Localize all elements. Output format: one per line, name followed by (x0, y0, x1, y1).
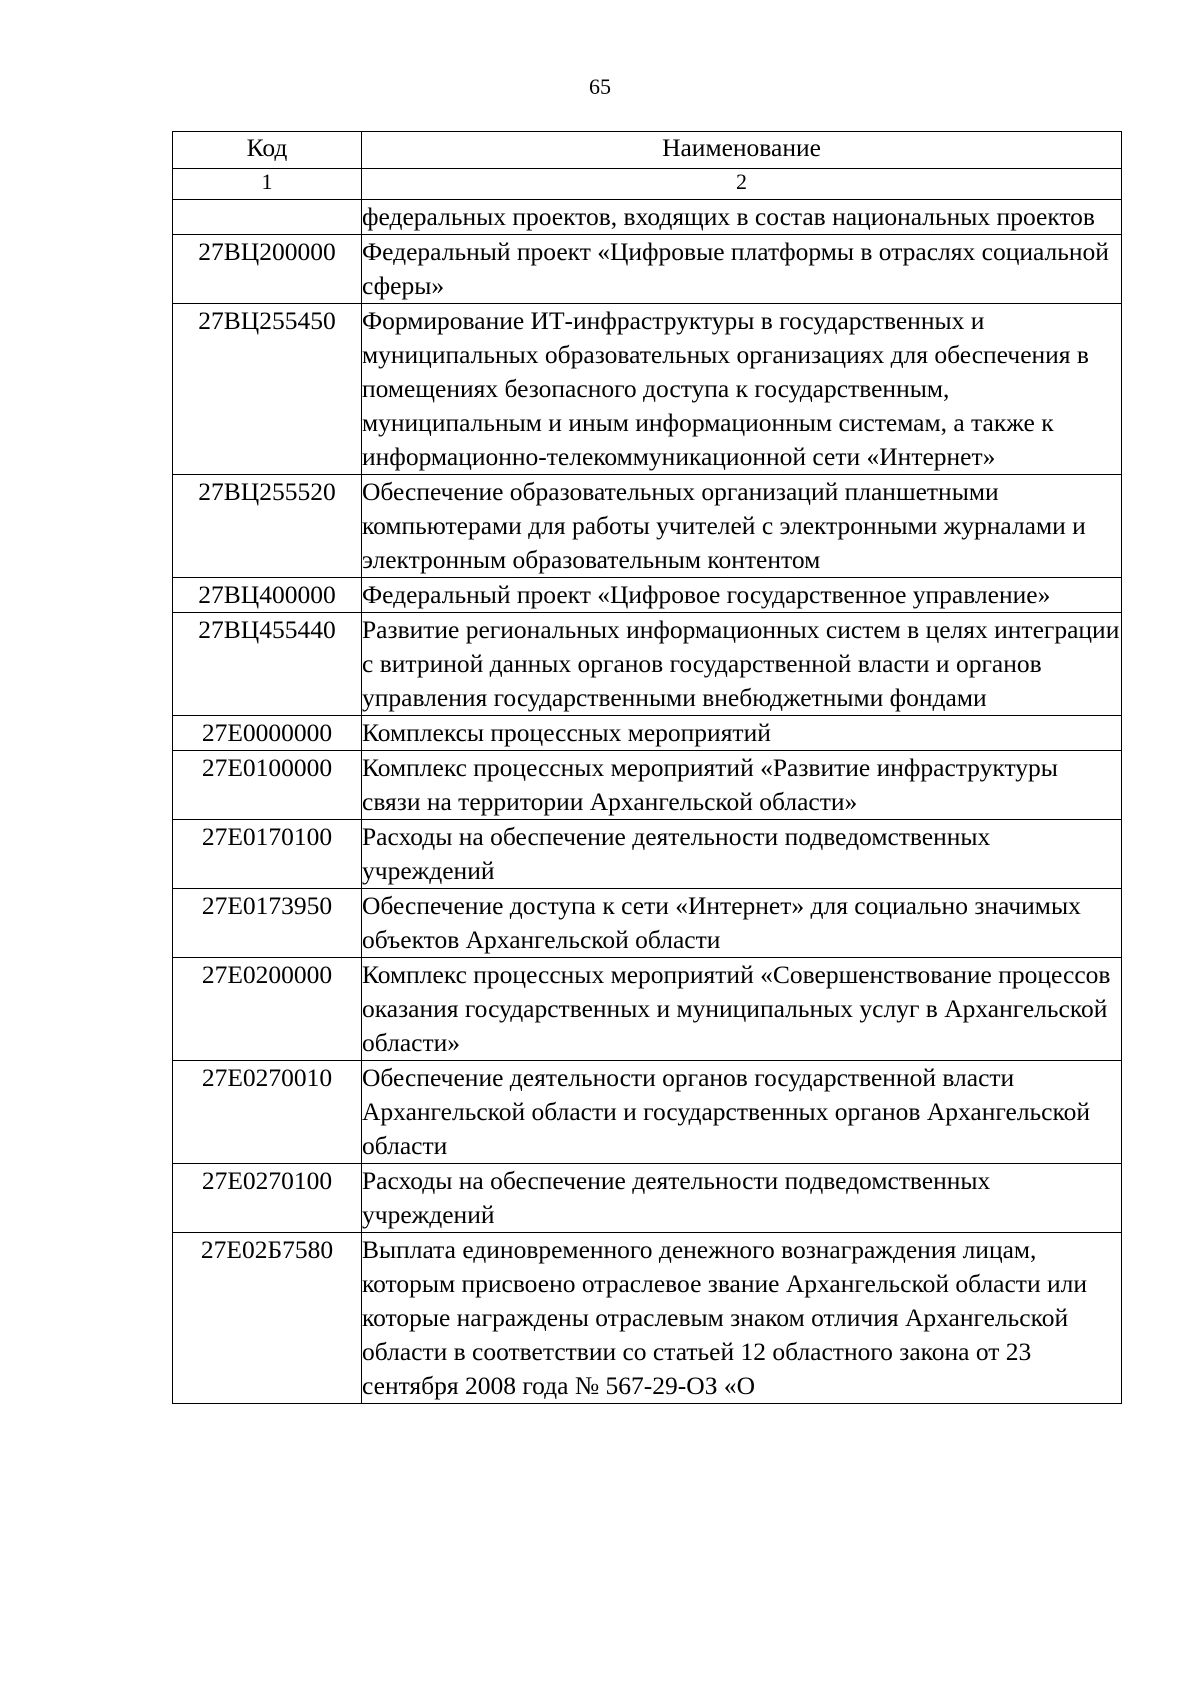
budget-classification-table (172, 131, 1122, 1404)
row-name: Обеспечение образовательных организаций планшетными компьютерами для работы учителей с электронными журналами и электронным образовательным контентом (362, 475, 1122, 578)
row-name: Обеспечение деятельности органов государственной власти Архангельской области и государственных органов Архангельской области (362, 1061, 1122, 1164)
column-number-2: 2 (362, 169, 1122, 200)
row-code: 27Е0270100 (173, 1164, 362, 1233)
row-name: Обеспечение доступа к сети «Интернет» для социально значимых объектов Архангельской области (362, 889, 1122, 958)
table-row (173, 200, 1122, 235)
row-name: Комплекс процессных мероприятий «Совершенствование процессов оказания государственных и муниципальных услуг в Архангельской области» (362, 958, 1122, 1061)
row-name: Комплексы процессных мероприятий (362, 716, 1122, 751)
table-row (173, 613, 1122, 716)
row-code: 27Е0173950 (173, 889, 362, 958)
table-row (173, 958, 1122, 1061)
table-row (173, 1061, 1122, 1164)
table-row (173, 235, 1122, 304)
row-name: Развитие региональных информационных систем в целях интеграции с витриной данных органов государственной власти и органов управления государственными внебюджетными фондами (362, 613, 1122, 716)
row-name: федеральных проектов, входящих в состав национальных проектов (362, 200, 1122, 235)
table-row (173, 578, 1122, 613)
table-row (173, 889, 1122, 958)
row-code: 27ВЦ255520 (173, 475, 362, 578)
row-code: 27ВЦ255450 (173, 304, 362, 475)
table-row (173, 716, 1122, 751)
row-code: 27Е0000000 (173, 716, 362, 751)
row-code: 27Е0170100 (173, 820, 362, 889)
row-code: 27ВЦ200000 (173, 235, 362, 304)
row-code: 27Е0270010 (173, 1061, 362, 1164)
column-number-1: 1 (173, 169, 362, 200)
table-row (173, 475, 1122, 578)
row-name: Расходы на обеспечение деятельности подведомственных учреждений (362, 1164, 1122, 1233)
table-row (173, 304, 1122, 475)
row-name: Выплата единовременного денежного вознаграждения лицам, которым присвоено отраслевое звание Архангельской области или которые награждены отраслевым знаком отличия Архангельской области в соответствии со статьей 12 областного закона от 23 сентября 2008 года № 567-29-ОЗ «О (362, 1233, 1122, 1404)
header-name: Наименование (362, 132, 1122, 169)
row-name: Федеральный проект «Цифровое государственное управление» (362, 578, 1122, 613)
row-code: 27Е0100000 (173, 751, 362, 820)
row-name: Комплекс процессных мероприятий «Развитие инфраструктуры связи на территории Архангельской области» (362, 751, 1122, 820)
row-code: 27ВЦ400000 (173, 578, 362, 613)
row-code: 27ВЦ455440 (173, 613, 362, 716)
row-name: Федеральный проект «Цифровые платформы в отраслях социальной сферы» (362, 235, 1122, 304)
row-code: 27Е02Б7580 (173, 1233, 362, 1404)
page-number: 65 (589, 74, 611, 99)
row-code: 27Е0200000 (173, 958, 362, 1061)
column-number-row (173, 169, 1122, 200)
table-row (173, 751, 1122, 820)
table-row (173, 820, 1122, 889)
header-code: Код (173, 132, 362, 169)
table-row (173, 1233, 1122, 1404)
table-row (173, 1164, 1122, 1233)
row-name: Формирование ИТ-инфраструктуры в государственных и муниципальных образовательных организациях для обеспечения в помещениях безопасного доступа к государственным, муниципальным и иным информационным системам, а также к информационно-телекоммуникационной сети «Интернет» (362, 304, 1122, 475)
row-code (173, 200, 362, 235)
header-row (173, 132, 1122, 169)
row-name: Расходы на обеспечение деятельности подведомственных учреждений (362, 820, 1122, 889)
